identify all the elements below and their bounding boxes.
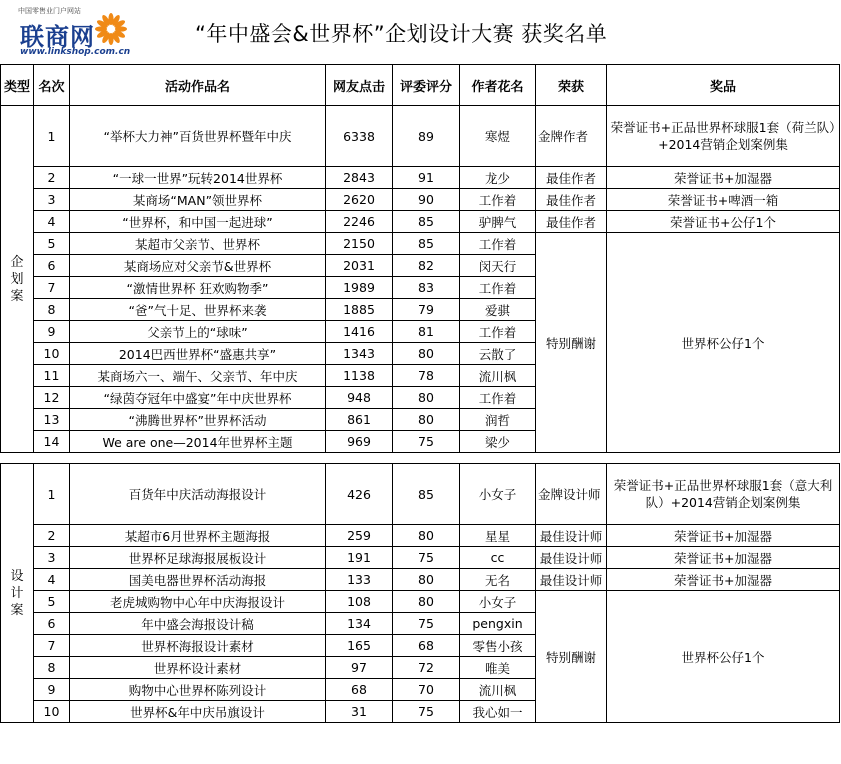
- title-cell: 老虎城购物中心年中庆海报设计: [70, 591, 326, 613]
- table-row: [1, 211, 840, 233]
- author-cell: 工作着: [460, 321, 536, 343]
- author-cell: 唯美: [460, 657, 536, 679]
- award-cell: 最佳设计师: [536, 569, 607, 591]
- rank-cell: 5: [34, 233, 70, 255]
- title-cell: 世界杯海报设计素材: [70, 635, 326, 657]
- special-award-cell: 特别酬谢: [536, 233, 607, 453]
- table-row: [1, 547, 840, 569]
- header-prize: 奖品: [607, 65, 840, 106]
- planning-section: [1, 106, 840, 453]
- title-cell: 某商场六一、端午、父亲节、年中庆: [70, 365, 326, 387]
- clicks-cell: 31: [326, 701, 393, 723]
- author-cell: pengxin: [460, 613, 536, 635]
- score-cell: 83: [393, 277, 460, 299]
- title-cell: 年中盛会海报设计稿: [70, 613, 326, 635]
- page-header: [0, 0, 841, 66]
- author-cell: 爱骐: [460, 299, 536, 321]
- score-cell: 68: [393, 635, 460, 657]
- table-row: [1, 591, 840, 613]
- table-header-row: [1, 65, 840, 106]
- award-cell: 最佳作者: [536, 167, 607, 189]
- title-cell: 国美电器世界杯活动海报: [70, 569, 326, 591]
- clicks-cell: 1989: [326, 277, 393, 299]
- rank-cell: 2: [34, 167, 70, 189]
- rank-cell: 10: [34, 701, 70, 723]
- author-cell: 闵天行: [460, 255, 536, 277]
- title-cell: 某超市父亲节、世界杯: [70, 233, 326, 255]
- score-cell: 75: [393, 547, 460, 569]
- rank-cell: 6: [34, 613, 70, 635]
- author-cell: 我心如一: [460, 701, 536, 723]
- rank-cell: 3: [34, 189, 70, 211]
- score-cell: 91: [393, 167, 460, 189]
- clicks-cell: 969: [326, 431, 393, 453]
- rank-cell: 1: [34, 106, 70, 167]
- gap-row: [1, 453, 840, 464]
- score-cell: 70: [393, 679, 460, 701]
- rank-cell: 6: [34, 255, 70, 277]
- score-cell: 85: [393, 211, 460, 233]
- clicks-cell: 1343: [326, 343, 393, 365]
- linkshop-logo: [2, 4, 130, 62]
- clicks-cell: 108: [326, 591, 393, 613]
- page-title: “年中盛会&世界杯”企划设计大赛 获奖名单: [195, 22, 608, 46]
- table-row: [1, 106, 840, 167]
- header-author: 作者花名: [460, 65, 536, 106]
- score-cell: 85: [393, 464, 460, 525]
- special-prize-cell: 世界杯公仔1个: [607, 233, 840, 453]
- rank-cell: 1: [34, 464, 70, 525]
- title-cell: “爸”气十足、世界杯来袭: [70, 299, 326, 321]
- prize-cell: 荣誉证书+加湿器: [607, 569, 840, 591]
- clicks-cell: 133: [326, 569, 393, 591]
- author-cell: 梁少: [460, 431, 536, 453]
- sun-burst-icon: [94, 12, 128, 46]
- title-cell: 世界杯足球海报展板设计: [70, 547, 326, 569]
- author-cell: 龙少: [460, 167, 536, 189]
- title-cell: “举杯大力神”百货世界杯暨年中庆: [70, 106, 326, 167]
- prize-cell: 荣誉证书+正品世界杯球服1套（意大利队）+2014营销企划案例集: [607, 464, 840, 525]
- score-cell: 79: [393, 299, 460, 321]
- title-cell: 父亲节上的“球味”: [70, 321, 326, 343]
- logo-tagline: 中国零售业门户网站: [18, 7, 81, 15]
- clicks-cell: 134: [326, 613, 393, 635]
- author-cell: 云散了: [460, 343, 536, 365]
- clicks-cell: 861: [326, 409, 393, 431]
- award-cell: 金牌作者: [536, 106, 607, 167]
- title-cell: 世界杯设计素材: [70, 657, 326, 679]
- clicks-cell: 6338: [326, 106, 393, 167]
- prize-cell: 荣誉证书+正品世界杯球服1套（荷兰队）+2014营销企划案例集: [607, 106, 840, 167]
- author-cell: 流川枫: [460, 365, 536, 387]
- score-cell: 75: [393, 613, 460, 635]
- score-cell: 80: [393, 569, 460, 591]
- rank-cell: 9: [34, 679, 70, 701]
- award-cell: 最佳作者: [536, 189, 607, 211]
- clicks-cell: 165: [326, 635, 393, 657]
- rank-cell: 3: [34, 547, 70, 569]
- score-cell: 85: [393, 233, 460, 255]
- clicks-cell: 948: [326, 387, 393, 409]
- table-row: [1, 189, 840, 211]
- score-cell: 75: [393, 701, 460, 723]
- author-cell: 工作着: [460, 189, 536, 211]
- author-cell: 工作着: [460, 277, 536, 299]
- author-cell: 寒煜: [460, 106, 536, 167]
- title-cell: “世界杯，和中国一起进球”: [70, 211, 326, 233]
- design-section: [1, 464, 840, 723]
- score-cell: 78: [393, 365, 460, 387]
- category-label: 设计案: [10, 568, 24, 618]
- title-cell: 购物中心世界杯陈列设计: [70, 679, 326, 701]
- author-cell: 工作着: [460, 233, 536, 255]
- score-cell: 90: [393, 189, 460, 211]
- prize-cell: 荣誉证书+公仔1个: [607, 211, 840, 233]
- rank-cell: 5: [34, 591, 70, 613]
- author-cell: 工作着: [460, 387, 536, 409]
- author-cell: 小女子: [460, 591, 536, 613]
- award-cell: 最佳设计师: [536, 525, 607, 547]
- table-row: [1, 525, 840, 547]
- section-gap: [1, 453, 840, 464]
- rank-cell: 7: [34, 635, 70, 657]
- rank-cell: 12: [34, 387, 70, 409]
- score-cell: 80: [393, 387, 460, 409]
- logo-site: www.linkshop.com.cn: [20, 47, 131, 57]
- rank-cell: 14: [34, 431, 70, 453]
- author-cell: 星星: [460, 525, 536, 547]
- author-cell: 无名: [460, 569, 536, 591]
- header-title: 活动作品名: [70, 65, 326, 106]
- rank-cell: 13: [34, 409, 70, 431]
- rank-cell: 11: [34, 365, 70, 387]
- title-cell: “沸腾世界杯”世界杯活动: [70, 409, 326, 431]
- author-cell: 零售小孩: [460, 635, 536, 657]
- score-cell: 75: [393, 431, 460, 453]
- header-score: 评委评分: [393, 65, 460, 106]
- header-award: 荣获: [536, 65, 607, 106]
- gap-cell: [1, 453, 840, 464]
- prize-cell: 荣誉证书+加湿器: [607, 525, 840, 547]
- clicks-cell: 259: [326, 525, 393, 547]
- table-row: [1, 569, 840, 591]
- title-cell: 百货年中庆活动海报设计: [70, 464, 326, 525]
- prize-cell: 荣誉证书+加湿器: [607, 167, 840, 189]
- author-cell: cc: [460, 547, 536, 569]
- special-prize-cell: 世界杯公仔1个: [607, 591, 840, 723]
- score-cell: 80: [393, 409, 460, 431]
- rank-cell: 8: [34, 299, 70, 321]
- clicks-cell: 2620: [326, 189, 393, 211]
- score-cell: 80: [393, 343, 460, 365]
- clicks-cell: 1885: [326, 299, 393, 321]
- title-cell: 2014巴西世界杯“盛惠共享”: [70, 343, 326, 365]
- table-row: [1, 167, 840, 189]
- title-cell: 某超市6月世界杯主题海报: [70, 525, 326, 547]
- clicks-cell: 68: [326, 679, 393, 701]
- clicks-cell: 191: [326, 547, 393, 569]
- table-row: [1, 233, 840, 255]
- prize-cell: 荣誉证书+加湿器: [607, 547, 840, 569]
- clicks-cell: 97: [326, 657, 393, 679]
- rank-cell: 10: [34, 343, 70, 365]
- header-type: 类型: [1, 65, 34, 106]
- author-cell: 润哲: [460, 409, 536, 431]
- logo-brand: 联商网: [20, 23, 95, 51]
- award-table: [0, 64, 840, 723]
- title-cell: “绿茵夺冠年中盛宴”年中庆世界杯: [70, 387, 326, 409]
- clicks-cell: 2246: [326, 211, 393, 233]
- category-label: 企划案: [10, 254, 24, 304]
- table-row: [1, 464, 840, 525]
- clicks-cell: 2150: [326, 233, 393, 255]
- header-clicks: 网友点击: [326, 65, 393, 106]
- category-cell: [1, 106, 34, 453]
- award-cell: 最佳设计师: [536, 547, 607, 569]
- score-cell: 81: [393, 321, 460, 343]
- title-cell: “激情世界杯 狂欢购物季”: [70, 277, 326, 299]
- award-cell: 金牌设计师: [536, 464, 607, 525]
- title-cell: 某商场应对父亲节&世界杯: [70, 255, 326, 277]
- award-cell: 最佳作者: [536, 211, 607, 233]
- prize-cell: 荣誉证书+啤酒一箱: [607, 189, 840, 211]
- rank-cell: 9: [34, 321, 70, 343]
- author-cell: 流川枫: [460, 679, 536, 701]
- title-cell: 世界杯&年中庆吊旗设计: [70, 701, 326, 723]
- title-cell: “一球一世界”玩转2014世界杯: [70, 167, 326, 189]
- score-cell: 72: [393, 657, 460, 679]
- rank-cell: 2: [34, 525, 70, 547]
- clicks-cell: 426: [326, 464, 393, 525]
- title-cell: 某商场“MAN”领世界杯: [70, 189, 326, 211]
- score-cell: 80: [393, 591, 460, 613]
- author-cell: 驴脾气: [460, 211, 536, 233]
- header-rank: 名次: [34, 65, 70, 106]
- category-cell: [1, 464, 34, 723]
- score-cell: 80: [393, 525, 460, 547]
- rank-cell: 4: [34, 211, 70, 233]
- title-cell: We are one—2014年世界杯主题: [70, 431, 326, 453]
- clicks-cell: 1138: [326, 365, 393, 387]
- score-cell: 82: [393, 255, 460, 277]
- rank-cell: 4: [34, 569, 70, 591]
- author-cell: 小女子: [460, 464, 536, 525]
- rank-cell: 8: [34, 657, 70, 679]
- score-cell: 89: [393, 106, 460, 167]
- special-award-cell: 特别酬谢: [536, 591, 607, 723]
- clicks-cell: 1416: [326, 321, 393, 343]
- rank-cell: 7: [34, 277, 70, 299]
- clicks-cell: 2843: [326, 167, 393, 189]
- clicks-cell: 2031: [326, 255, 393, 277]
